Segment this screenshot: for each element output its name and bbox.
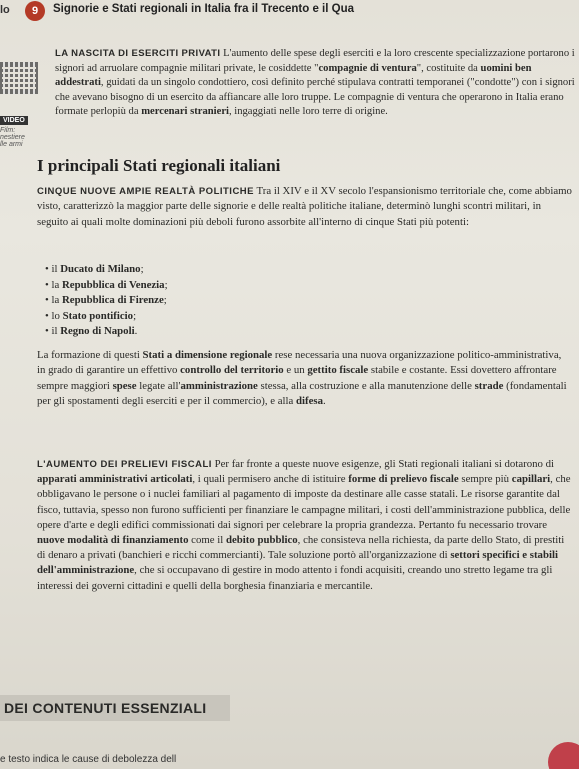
list-item: • la Repubblica di Venezia; [45,278,168,294]
side-caption-line: nestiere [0,134,25,141]
list-item: • il Ducato di Milano; [45,262,168,278]
section2-paragraph: L'AUMENTO DEI PRELIEVI FISCALI Per far fronte a queste nuove esigenze, gli Stati regionali italiani si dotarono di apparati amministrativi articolati, i quali permisero anche di istituire forme di prelievo fiscale sempre più capillari, che obbligavano le persone o i nuclei familiari al pagamento di imposte da destinare alle casse statali. Le risorse garantite dal fisco, tuttavia, spesso non furono sufficienti per finanziare le campagne militari, i costi dell'amministrazione pubblica, delle opere d'arte e degli edifici commissionati dai signori per celebrare la propria grandezza. Pertanto fu necessario trovare nuove modalità di finanziamento come il debito pubblico, che consisteva nella richiesta, da parte dello Stato, di prestiti di denaro a privati (banchieri e ricchi commercianti). Tale soluzione portò all'organizzazione di settori specifici e stabili dell'amministrazione, che si occupavano di gestire in modo attento i fondi acquisiti, creando uno stretto legame tra gli interessi dei governi cittadini e quelli della borghesia finanziaria e mercantile. [37,458,571,592]
chapter-title: Signorie e Stati regionali in Italia fra il Trecento e il Qua [53,3,354,15]
chapter-prefix: lo [0,4,10,16]
para2: La formazione di questi Stati a dimensione regionale rese necessaria una nuova organizzazione politico-amministrativa, in grado di garantire un effettivo controllo del territorio e un gettito fiscale stabile e costante. Essi dovettero affrontare sempre maggiori spese legate all'amministrazione stessa, alla costruzione e alla manutenzione delle strade (fondamentali per gli spostamenti degli eserciti e per il commercio), e alla difesa. [37,349,567,408]
section1-paragraph [37,184,572,230]
intro-bold: uomini ben addestrati [55,62,532,89]
qr-code-pattern [2,64,36,92]
list-item: • il Regno di Napoli. [45,324,168,340]
side-caption-line: Film: [0,127,16,134]
chapter-header [0,0,579,28]
intro-paragraph [55,47,575,120]
section2-heading: L'AUMENTO DEI PRELIEVI FISCALI [37,459,212,470]
section1-heading: CINQUE NUOVE AMPIE REALTÀ POLITICHE [37,186,255,197]
intro-text: L'aumento delle spese degli eserciti e la loro crescente specializzazione portarono i signori ad arruolare compagnie militari private, le cosiddette " [55,48,575,74]
page-title: I principali Stati regionali italiani [37,156,281,175]
intro-text: , guidati da un singolo condottiero, così definito perché stipulava contratti temporanei ("condotte") con i signori che avevano bisogno di un esercito da affiancare alle loro truppe. Le compagnie di ventura che operarono in Italia erano formate perlopiù da [55,77,575,118]
section-box [0,695,230,721]
intro-bold: compagnie di ventura [318,62,417,74]
footer-text: e testo indica le cause di debolezza dell [0,754,177,765]
section1-text: Tra il XIV e il XV secolo l'espansionismo territoriale che, come abbiamo visto, caratterizzò la maggior parte delle signorie e delle realtà politiche italiane, determinò lunghi scontri militari, in seguito ai quali molte dominazioni più deboli furono assorbite all'interno di cinque Stati più potenti: [37,185,572,228]
intro-bold: mercenari stranieri [141,106,229,118]
list-item: • la Repubblica di Firenze; [45,293,168,309]
intro-text: ", costituite da [416,62,481,74]
side-caption-line: lle armi [0,141,23,148]
intro-heading: LA NASCITA DI ESERCITI PRIVATI [55,48,221,59]
corner-marker [548,742,579,769]
chapter-number-badge: 9 [25,1,45,21]
video-tag: VIDEO [0,116,28,125]
states-list [45,262,168,340]
section-box-label: DEI CONTENUTI ESSENZIALI [4,700,207,716]
side-caption [0,127,40,148]
intro-text: , ingaggiati nelle loro terre di origine. [228,106,388,118]
list-item: • lo Stato pontificio; [45,309,168,325]
